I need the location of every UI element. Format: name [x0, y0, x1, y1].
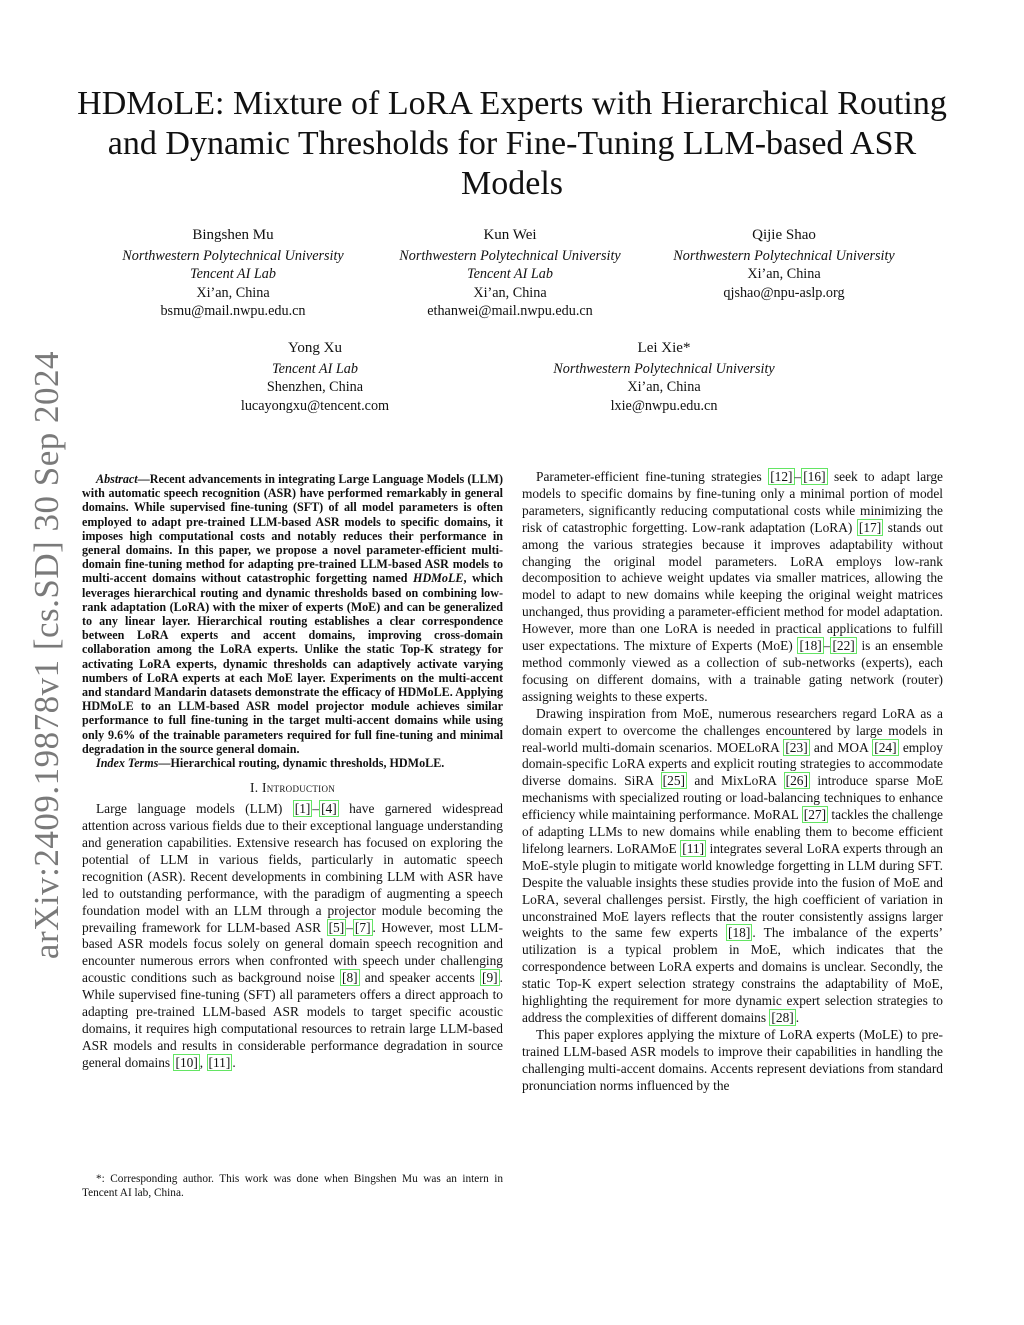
paragraph-text: . The imbalance of the experts’ utilization is a typical problem in MoE, which indicates that the correspondence between LoRA experts and domains is unclear. Secondly, the static Top-K expert selection strategy constrains the adaptability of MoE, highlighting the requirement for more dynamic expert selection strategies to address the complexities of different domains: [522, 925, 943, 1025]
paragraph-text: Parameter-efficient fine-tuning strategies: [536, 469, 769, 484]
paragraph-text: introduce sparse MoE mechanisms with specialized routing or load-balancing techniques to enhance efficiency while maintaining performance. MoRAL: [522, 773, 943, 823]
abstract-text-1: —Recent advancements in integrating Large Language Models (LLM) with automatic speech recognition (ASR) have performed remarkably in general domains. While supervised fine-tuning (SFT) of all model parameters is often employed to adapt pre-trained LLM-based ASR models to specific domains, it imposes high computational costs and notably reduces their performance in general domains. In this paper, we propose a novel parameter-efficient multi-domain fine-tuning method for adapting pre-trained LLM-based ASR models to multi-accent domains without catastrophic forgetting named: [82, 472, 503, 586]
author-location: Xi’an, China: [747, 266, 821, 282]
paragraph-text: and speaker accents: [359, 970, 480, 986]
abstract: [82, 472, 503, 770]
author-email: lxie@nwpu.edu.cn: [610, 397, 718, 414]
author-affiliation: Northwestern Polytechnical University: [553, 360, 775, 377]
citation-link[interactable]: [16]: [803, 469, 826, 484]
citation-link[interactable]: [28]: [771, 1010, 794, 1025]
author-affiliation: Tencent AI Lab: [190, 266, 276, 282]
paragraph-text: .: [232, 1054, 236, 1070]
citation-link[interactable]: [17]: [858, 519, 882, 535]
paragraph-text: –: [794, 469, 802, 484]
paragraph-text: –: [823, 638, 831, 654]
author-location: Xi’an, China: [627, 379, 701, 395]
paragraph-text: and MOA: [809, 739, 873, 755]
section-heading-introduction: [82, 780, 503, 797]
author-location: Xi’an, China: [473, 284, 547, 301]
index-terms-label: Index Terms: [96, 756, 159, 771]
citation-link[interactable]: [22]: [832, 638, 855, 654]
citation-link[interactable]: [11]: [682, 840, 705, 856]
left-column: [82, 472, 503, 1072]
author-name: Qijie Shao: [752, 227, 816, 243]
author-block: [97, 226, 369, 321]
citation-link[interactable]: [12]: [770, 469, 793, 484]
footnote-text: *: Corresponding author. This work was done when Bingshen Mu was an intern in Tencent AI lab, China.: [82, 1173, 503, 1199]
index-terms-text: —Hierarchical routing, dynamic thresholds, HDMoLE.: [158, 756, 445, 771]
paragraph-text: –: [312, 801, 320, 817]
paragraph-text: –: [346, 919, 353, 935]
author-name: Bingshen Mu: [192, 227, 274, 243]
citation-link[interactable]: [24]: [874, 739, 897, 755]
section-number: I.: [249, 780, 262, 796]
paragraph-text: have garnered widespread attention across various fields due to their exceptional language understanding and generation capabilities. Extensive research has focused on exploring the potential of LLM in various fields, particularly in automatic speech recognition (ASR). Recent developments in combining LLM with ASR have led to outstanding performance, with the paradigm of augmenting a speech foundation model with an LLM through a projector module becoming the prevailing framework for LLM-based ASR: [82, 801, 503, 935]
author-block: [200, 339, 430, 415]
citation-link[interactable]: [7]: [354, 919, 371, 935]
paragraph-text: seek to adapt large models to specific domains by fine-tuning only a minimal portion of model parameters, significantly reducing computational costs while minimizing the risk of catastrophic forgetting. Low-rank adaptation (LoRA): [522, 469, 943, 535]
body-paragraph: [522, 1027, 943, 1095]
author-name: Kun Wei: [483, 227, 537, 243]
author-affiliation: Northwestern Polytechnical University: [399, 247, 621, 264]
arxiv-side-identifier: [22, 350, 72, 960]
citation-link[interactable]: [10]: [175, 1054, 198, 1070]
author-email: lucayongxu@tencent.com: [240, 397, 390, 414]
citation-link[interactable]: [18]: [728, 925, 751, 941]
author-email: qjshao@npu-aslp.org: [723, 284, 845, 301]
author-email: ethanwei@mail.nwpu.edu.cn: [427, 303, 593, 319]
author-affiliation: Northwestern Polytechnical University: [673, 247, 895, 264]
author-affiliation: Tencent AI Lab: [272, 360, 358, 377]
author-location: Shenzhen, China: [266, 379, 364, 395]
citation-link[interactable]: [8]: [341, 970, 358, 986]
author-email: bsmu@mail.nwpu.edu.cn: [160, 303, 306, 319]
abstract-text-2: , which leverages hierarchical routing and dynamic thresholds based on combining low-rank adaptation (LoRA) with the mixer of experts (MoE) and can be generalized to any linear layer. Hierarchical routing establishes a clear correspondence between LoRA experts and accent domains, improving cross-domain collaboration among the LoRA experts. Unlike the static Top-K strategy for activating LoRA experts, dynamic thresholds can adaptively activate varying numbers of LoRA experts at each MoE layer. Experiments on the multi-accent and standard Mandarin datasets demonstrate the efficacy of HDMoLE. Applying HDMoLE to an LLM-based ASR model projector module achieves similar performance to full fine-tuning in the target multi-accent domains while using only 9.6% of the trainable parameters required for full fine-tuning and minimal degradation in the source general domain.: [82, 571, 503, 756]
author-name: Lei Xie*: [637, 340, 691, 356]
citation-link[interactable]: [9]: [482, 970, 498, 986]
right-column: [522, 469, 943, 1095]
citation-link[interactable]: [27]: [803, 807, 827, 823]
citation-link[interactable]: [18]: [799, 638, 822, 654]
author-name: Yong Xu: [288, 340, 342, 356]
author-location: Xi’an, China: [196, 284, 270, 301]
citation-link[interactable]: [5]: [328, 919, 345, 935]
citation-link[interactable]: [26]: [785, 773, 808, 789]
paper-title: HDMoLE: Mixture of LoRA Experts with Hierarchical Routing and Dynamic Thresholds for Fine-Tuning LLM-based ASR Models: [77, 85, 947, 202]
citation-link[interactable]: [23]: [785, 739, 808, 755]
paragraph-text: . While supervised fine-tuning (SFT) all parameters offers a direct approach to adapting pre-trained LLM-based ASR models to target specific acoustic domains, it requires high computational resources to retrain large LLM-based ASR models and results in considerable performance degradation in source general domains: [82, 970, 503, 1070]
author-affiliation: Tencent AI Lab: [467, 266, 553, 282]
abstract-method-name: HDMoLE: [413, 571, 464, 586]
paragraph-text: . However, most LLM-based ASR models focus solely on general domain speech recognition and encounter numerous errors when confronted with speech under challenging acoustic conditions such as background noise: [82, 919, 504, 986]
paragraph-text: and MixLoRA: [686, 773, 784, 789]
paragraph-text: tackles the challenge of adapting LLMs to new domains while enabling them to become efficient lifelong learners. LoRAMoE: [522, 807, 943, 856]
author-block: [372, 226, 648, 321]
paragraph-text: ,: [199, 1054, 207, 1070]
paragraph-text: integrates several LoRA experts through an MoE-style plugin to mitigate world knowledge forgetting in LLM during SFT. Despite the valuable insights these studies provide into the fusion of MoE and LoRA, several challenges persist. Firstly, the high coefficient of variation in unconstrained MoE layers reflects that the router consistently assigns larger weights to the same few experts: [522, 840, 943, 941]
arxiv-id-text: arXiv:2409.19878v1 [cs.SD] 30 Sep 2024: [27, 350, 66, 960]
paragraph-text: .: [795, 1010, 800, 1025]
paragraph-text: Drawing inspiration from MoE, numerous researchers regard LoRA as a domain expert to overcome the challenges encountered by large models in real-world multi-domain scenarios. MOELoRA: [522, 705, 943, 755]
citation-link[interactable]: [1]: [294, 801, 311, 817]
body-paragraph: [522, 469, 943, 706]
section-title: Introduction: [262, 780, 336, 796]
intro-paragraph: [82, 801, 503, 1072]
citation-link[interactable]: [11]: [208, 1054, 231, 1070]
paragraph-text: is an ensemble method commonly viewed as a collection of sub-networks (experts), each focusing on different domains, with a trainable gating network (router) assigning weights to these experts.: [522, 638, 943, 704]
body-paragraph: [522, 706, 943, 1027]
author-affiliation: Northwestern Polytechnical University: [122, 247, 344, 264]
author-block: [528, 339, 800, 415]
footnote: [82, 1172, 503, 1200]
citation-link[interactable]: [4]: [321, 801, 337, 817]
abstract-label: Abstract: [96, 472, 138, 486]
citation-link[interactable]: [25]: [662, 773, 685, 789]
paragraph-text: This paper explores applying the mixture of LoRA experts (MoLE) to pre-trained LLM-based ASR models to improve their capabilities in handling the challenging multi-accent domains. Accents represent deviations from standard pronunciation norms influenced by the: [522, 1026, 943, 1093]
paragraph-text: Large language models (LLM): [96, 801, 293, 817]
author-block: [648, 226, 920, 302]
paragraph-text: stands out among the various strategies because it improves adaptability without changing the original model parameters. LoRA employs low-rank decomposition to achieve weight updates via smaller matrices, allowing the model to adapt to new domains while keeping the original weight matrices unchanged, thus providing a parameter-efficient method for model adaptation. However, more than one LoRA is needed in practical applications to fulfill user expectations. The mixture of Experts (MoE): [522, 519, 943, 654]
paragraph-text: employ domain-specific LoRA experts and explicit routing strategies to accommodate diverse domains. SiRA: [522, 739, 943, 789]
